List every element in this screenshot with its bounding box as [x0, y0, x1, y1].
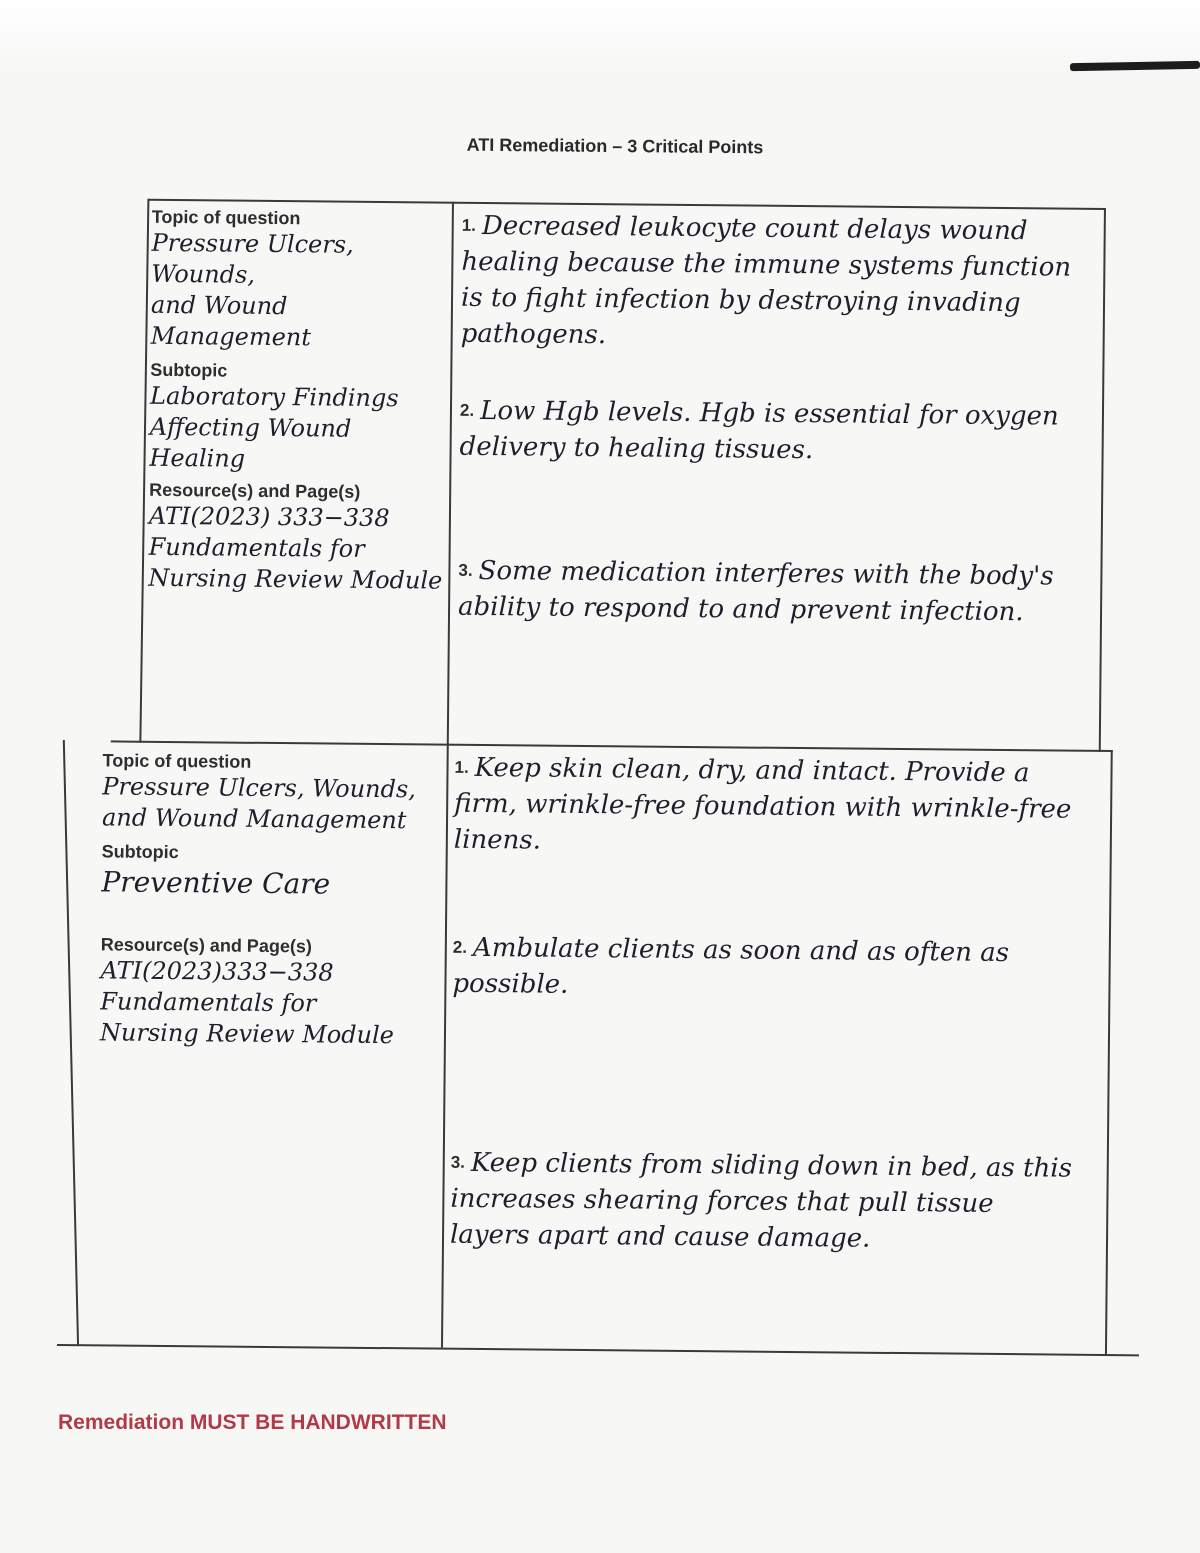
critical-point-2 [459, 393, 1060, 471]
resource-text-line: ATI(2023) 333−338 [148, 501, 390, 533]
subtopic-text-line: Preventive Care [101, 865, 331, 901]
resource-text-line: Nursing Review Module [148, 563, 443, 595]
point-text: Ambulate clients as soon and as often as possible. [452, 932, 1010, 1000]
point-number: 3. [458, 560, 473, 580]
point-number: 3. [450, 1152, 466, 1172]
right-border-upper [1099, 208, 1106, 752]
left-border-lower [63, 740, 79, 1346]
point-number: 1. [454, 757, 469, 777]
point-text: Keep skin clean, dry, and intact. Provide a firm, wrinkle-free foundation with wrinkle-free linens. [453, 752, 1072, 856]
critical-point-3 [458, 553, 1079, 631]
point-number: 2. [452, 937, 468, 957]
critical-point-3 [450, 1145, 1081, 1259]
resource-text-line: Fundamentals for [100, 987, 317, 1018]
page-title: ATI Remediation – 3 Critical Points [466, 134, 764, 158]
scan-top-shading [0, 0, 1200, 70]
topic-text-line: Pressure Ulcers, Wounds, [151, 228, 354, 289]
handwritten-requirement-note: Remediation MUST BE HANDWRITTEN [58, 1411, 447, 1434]
point-text: Low Hgb levels. Hgb is essential for oxygen delivery to healing tissues. [459, 395, 1059, 466]
right-border-lower [1105, 750, 1113, 1356]
critical-point-1 [454, 750, 1075, 864]
section-2-points-cell [449, 750, 1095, 1350]
resource-text-line: ATI(2023)333−338 [100, 956, 334, 987]
section-2-info-cell [97, 744, 441, 1343]
subtopic-text-line: Laboratory Findings [149, 381, 399, 413]
section-1-points-cell [457, 208, 1094, 744]
remediation-form [57, 198, 1150, 1358]
critical-point-1 [461, 208, 1094, 358]
section-1-info-cell [147, 201, 448, 739]
subtopic-label: Subtopic [101, 841, 179, 863]
point-text: Decreased leukocyte count delays wound healing because the immune systems function is to fight infection by destroying invading pathogens. [460, 210, 1072, 351]
subtopic-text-line: Affecting Wound Healing [149, 412, 352, 473]
point-text: Some medication interferes with the body's ability to respond to and prevent infection. [457, 555, 1054, 628]
topic-text-line: and Wound Management [101, 803, 407, 835]
resources-label: Resource(s) and Page(s) [149, 479, 361, 502]
topic-text-line: and Wound Management [150, 290, 312, 352]
resource-text-line: Nursing Review Module [99, 1018, 395, 1050]
resource-text-line: Fundamentals for [148, 532, 365, 563]
point-number: 1. [461, 215, 477, 235]
critical-point-2 [452, 930, 1053, 1008]
point-text: Keep clients from sliding down in bed, as this increases shearing forces that pull tissue layers apart and cause damage. [449, 1147, 1073, 1254]
resources-label: Resource(s) and Page(s) [100, 934, 312, 957]
point-number: 2. [459, 400, 475, 420]
subtopic-label: Subtopic [150, 359, 228, 381]
topic-label: Topic of question [151, 206, 301, 229]
topic-label: Topic of question [102, 750, 252, 772]
topic-text-line: Pressure Ulcers, Wounds, [102, 772, 417, 804]
